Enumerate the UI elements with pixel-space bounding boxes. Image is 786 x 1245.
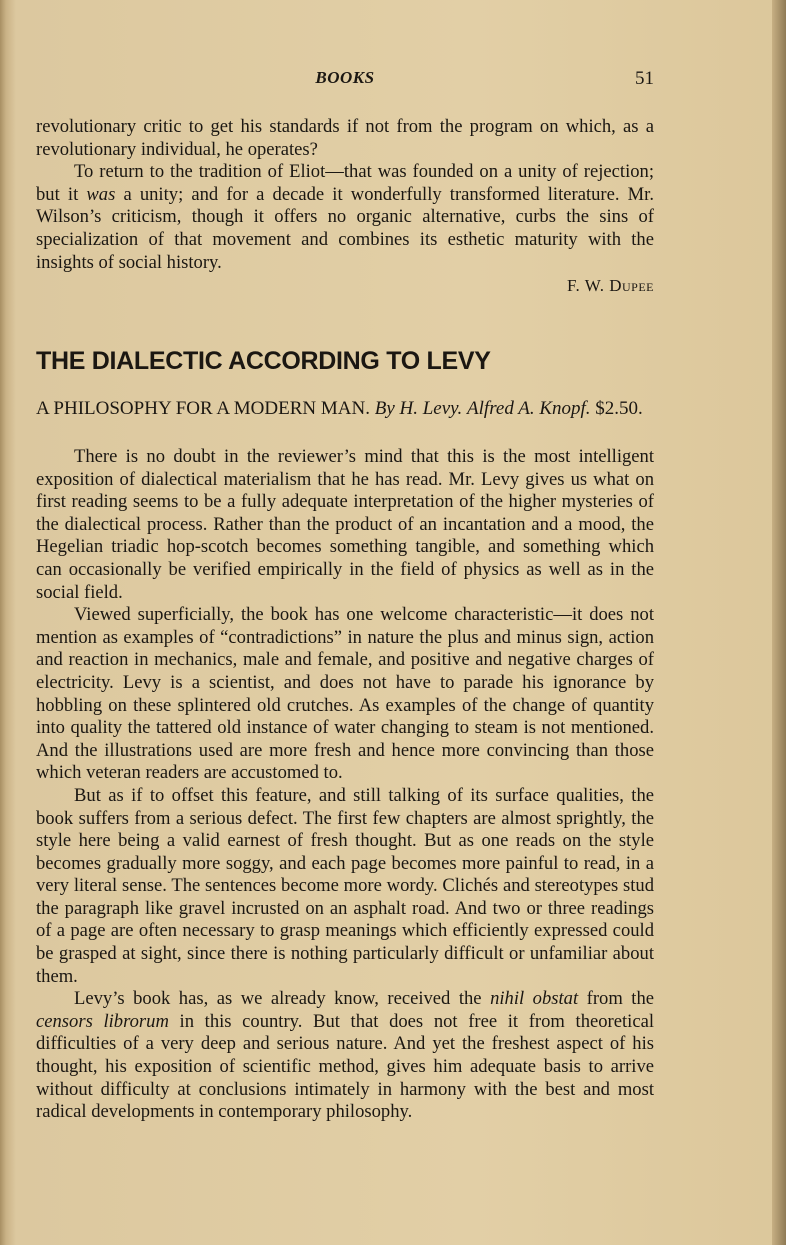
- text-run: a unity; and for a decade it wonderfully transformed literature. Mr. Wilson’s criticism, though it offers no organic alternative, curbs the sins of specialization of that movement and combines its esthetic maturity with the insights of social history.: [36, 183, 654, 273]
- text-run: from the: [578, 988, 655, 1010]
- book-citation: [36, 397, 654, 420]
- signature-surname: Dupee: [609, 276, 654, 295]
- page-edge: [772, 0, 786, 1245]
- previous-review-paragraph: [36, 116, 654, 161]
- text-run: But as if to offset this feature, and still talking of its surface qualities, the book suffers from a serious defect. The first few chapters are almost sprightly, the style here being a valid earnest of fresh thought. But as one reads on the style becomes gradually more soggy, and each page becomes more painful to read, in a very literal sense. The sentences become more wordy. Clichés and stereotypes stud the paragraph like gravel incrusted on an asphalt road. And two or three readings of a page are often necessary to grasp meanings which efficiently expressed could be grasped at sight, since there is nothing particularly difficult or unfamiliar about them.: [36, 784, 654, 987]
- italic-phrase: censors librorum: [36, 1010, 169, 1032]
- text-run: To return to the tradition of Eliot—that was founded on a unity of rejection; but it: [36, 161, 654, 205]
- review-paragraph: [36, 604, 654, 785]
- signature-initials: F. W.: [566, 276, 610, 295]
- review-paragraph: [36, 988, 654, 1124]
- reviewer-signature: [567, 276, 654, 296]
- review-paragraph: [36, 785, 654, 988]
- book-price: $2.50.: [595, 398, 643, 419]
- book-publisher: Alfred A. Knopf.: [467, 398, 591, 419]
- text-run: Levy’s book has, as we already know, received the: [74, 988, 491, 1010]
- review-paragraph: [36, 446, 654, 604]
- text-run: in this country. But that does not free it from theoretical difficulties of a very deep and serious nature. And yet the freshest aspect of his thought, his exposition of scientific method, gives him adequate basis to arrive without difficulty at conclusions intimately in harmony with the best and most radical developments in contemporary philosophy.: [36, 1010, 654, 1123]
- page-number: 51: [635, 68, 654, 89]
- previous-review-body: [36, 116, 654, 274]
- text-run: Viewed superficially, the book has one welcome characteristic—it does not mention as examples of “contradictions” in nature the plus and minus sign, action and reaction in mechanics, male and female, and positive and negative charges of electricity. Levy is a scientist, and does not have to parade his ignorance by hobbling on these splintered old crutches. As examples of the change of quantity into quality the tattered old instance of water changing to steam is not mentioned. And the illustrations used are more fresh and hence more convincing than those which veteran readers are accustomed to.: [36, 604, 654, 784]
- book-title: A PHILOSOPHY FOR A MODERN MAN.: [36, 398, 370, 419]
- book-author: By H. Levy.: [374, 398, 463, 419]
- running-head-title: BOOKS: [315, 68, 375, 87]
- review-heading: THE DIALECTIC ACCORDING TO LEVY: [36, 347, 491, 375]
- italic-phrase: was: [86, 183, 116, 205]
- text-run: There is no doubt in the reviewer’s mind that this is the most intelligent exposition of dialectical materialism that he has read. Mr. Levy gives us what on first reading seems to be a fully adequate interpretation of the higher mysteries of the dialectical process. Rather than the product of an incantation and a mood, the Hegelian triadic hop-scotch becomes something tangible, and something which can occasionally be verified empirically in the field of physics as well as in the social field.: [36, 446, 654, 603]
- review-body: [36, 446, 654, 1124]
- running-head: [36, 68, 654, 98]
- previous-review-paragraph: [36, 161, 654, 274]
- italic-phrase: nihil obstat: [490, 988, 579, 1010]
- text-run: revolutionary critic to get his standards if not from the program on which, as a revolutionary individual, he operates?: [36, 116, 654, 160]
